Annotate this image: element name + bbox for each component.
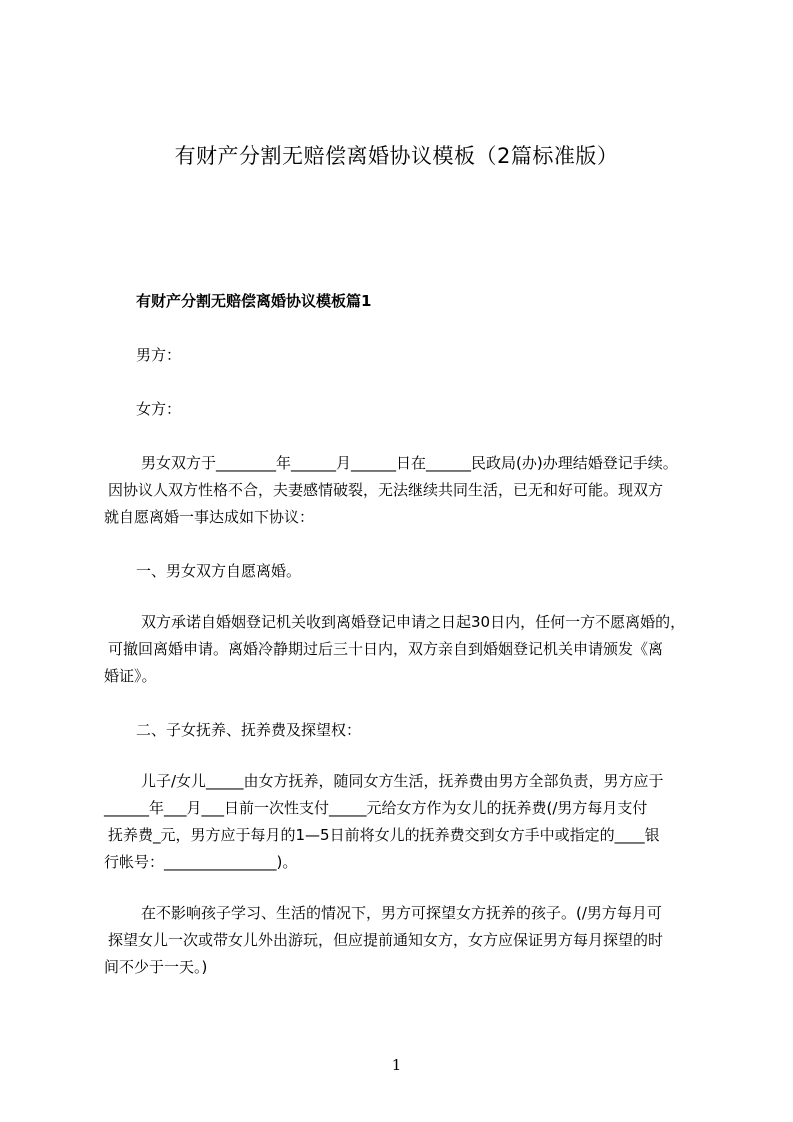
document-title: 有财产分割无赔偿离婚协议模板（2篇标准版） <box>174 144 619 168</box>
clause-2-p1-line-1: 儿子/女儿_____由女方抚养，随同女方生活，抚养费由男方全部负责，男方应于 <box>141 772 664 790</box>
clause-2-p2-line-3: 间不少于一天。) <box>104 958 208 976</box>
clause-1-line-2: 可撤回离婚申请。离婚冷静期过后三十日内，双方亲自到婚姻登记机关申请颁发《离 <box>108 640 664 658</box>
intro-line-1: 男女双方于________年______月______日在______民政局(办)办理结婚登记手续。 <box>141 454 678 472</box>
clause-2-p2-line-1: 在不影响孩子学习、生活的情况下，男方可探望女方抚养的孩子。(/男方每月可 <box>141 904 662 922</box>
clause-2-p1-line-4: 行帐号：_______________)。 <box>104 853 298 871</box>
clause-2-p2-line-2: 探望女儿一次或带女儿外出游玩，但应提前通知女方，女方应保证男方每月探望的时 <box>108 931 664 949</box>
clause-1-line-1: 双方承诺自婚姻登记机关收到离婚登记申请之日起30日内，任何一方不愿离婚的， <box>141 613 686 631</box>
clause-2-p1-line-2: ______年___月___日前一次性支付_____元给女方作为女儿的抚养费(/男方每月支付 <box>104 799 648 817</box>
clause-1-line-3: 婚证》。 <box>104 667 157 685</box>
page-number: 1 <box>391 1056 402 1074</box>
male-party-label: 男方： <box>136 346 182 364</box>
clause-2-p1-line-3: 抚养费_元，男方应于每月的1—5日前将女儿的抚养费交到女方手中或指定的____银 <box>108 826 660 844</box>
clause-2-heading: 二、子女抚养、抚养费及探望权： <box>136 721 362 739</box>
intro-line-3: 就自愿离婚一事达成如下协议： <box>104 508 315 526</box>
clause-1-heading: 一、男女双方自愿离婚。 <box>136 562 302 580</box>
female-party-label: 女方： <box>136 400 182 418</box>
intro-line-2: 因协议人双方性格不合，夫妻感情破裂，无法继续共同生活，已无和好可能。现双方 <box>108 481 664 499</box>
section-heading: 有财产分割无赔偿离婚协议模板篇1 <box>136 292 372 310</box>
